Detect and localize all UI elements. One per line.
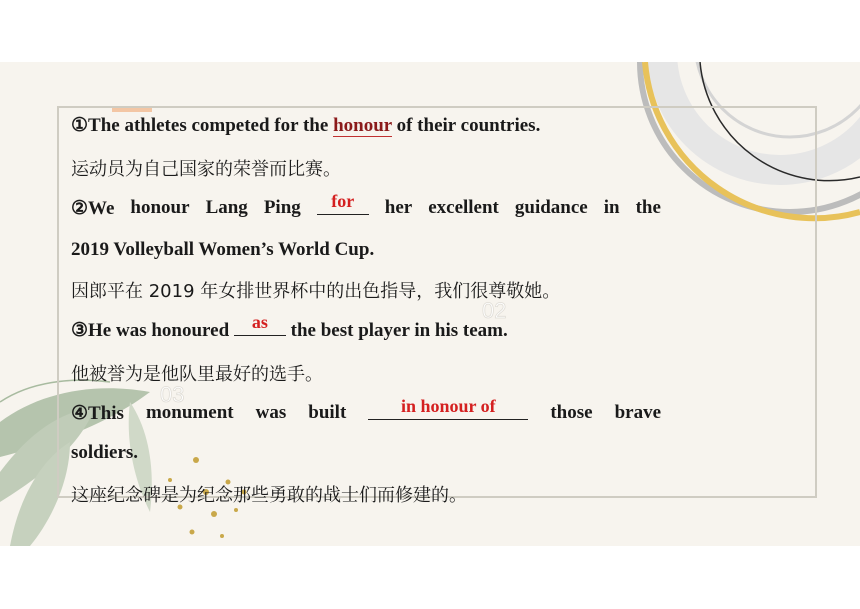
blank-4 [368, 396, 528, 420]
example-1-english: ①The athletes competed for the honour of their countries. [71, 115, 541, 136]
blank-2 [317, 191, 369, 215]
example-4-english-cont: soldiers. [71, 442, 139, 463]
example-2-english: ②We honour Lang Ping for her excellent guidance in the [71, 191, 661, 219]
example-3-english: ③He was honoured as the best player in his team. [71, 312, 508, 341]
answer-3: as [251, 312, 268, 332]
watermark-03: 03 [160, 382, 185, 407]
answer-2: for [331, 191, 355, 211]
example-1-chinese: 运动员为自己国家的荣誉而比赛。 [71, 159, 341, 180]
example-2-chinese: 因郎平在 2019 年女排世界杯中的出色指导，我们很尊敬她。 [71, 281, 561, 302]
answer-4: in honour of [400, 396, 496, 416]
watermark-02: 02 [482, 298, 507, 323]
keyword-honour: honour [333, 115, 392, 136]
example-2-english-cont: 2019 Volleyball Women’s World Cup. [71, 239, 375, 260]
example-4-chinese: 这座纪念碑是为纪念那些勇敢的战士们而修建的。 [71, 485, 467, 506]
blank-3 [234, 312, 286, 336]
example-4-english: ④This monument was built in honour of those brave [71, 396, 661, 424]
example-3-chinese: 他被誉为是他队里最好的选手。 [71, 364, 323, 385]
